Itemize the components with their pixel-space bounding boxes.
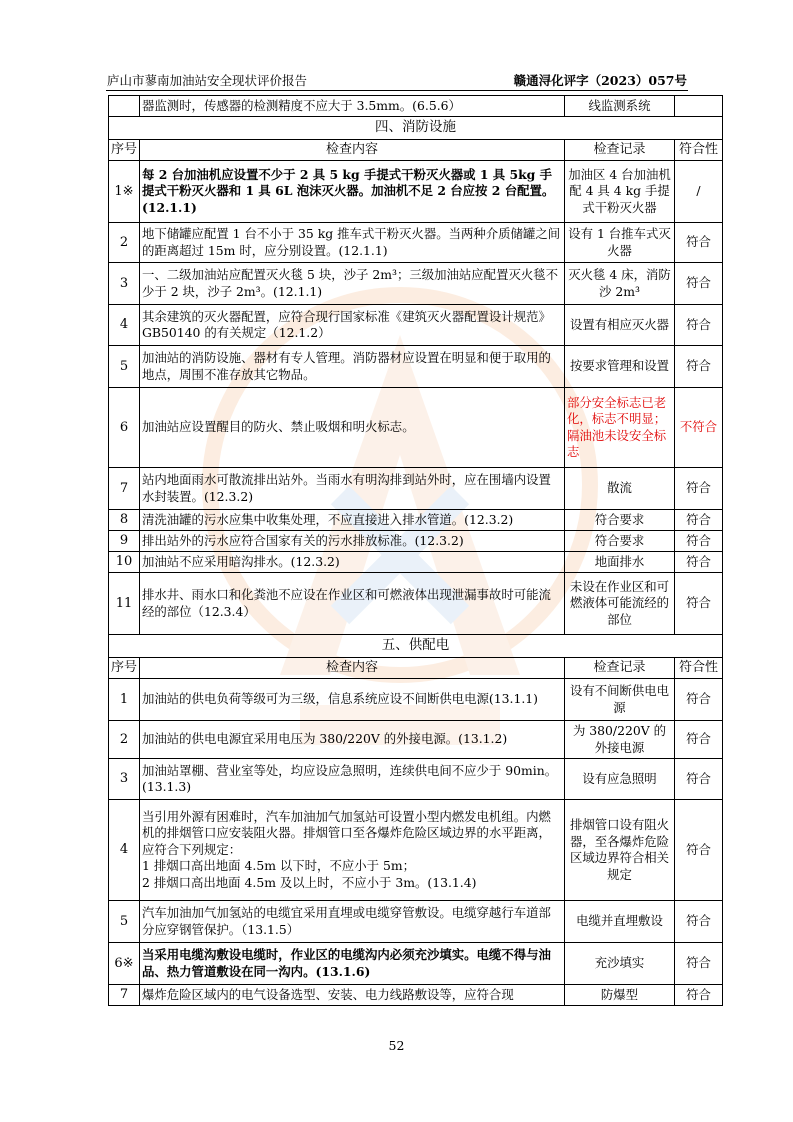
table-cell-record: 灭火毯 4 床，消防沙 2m³	[565, 263, 675, 305]
table-cell-result: 符合	[675, 552, 723, 573]
continued-row	[109, 96, 723, 117]
table-cell-result: 符合	[675, 305, 723, 346]
table-cell-content: 加油站应设置醒目的防火、禁止吸烟和明火标志。	[140, 388, 565, 468]
table-cell-no: 2	[109, 721, 140, 759]
table-cell-content: 一、二级加油站应配置灭火毯 5 块，沙子 2m³；三级加油站应配置灭火毯不少于 2 块，沙子 2m³。(12.1.1)	[140, 263, 565, 305]
table-cell-no: 4	[109, 305, 140, 346]
column-header-result: 符合性	[675, 658, 723, 679]
table-cell-record: 设有 1 台推车式灭火器	[565, 223, 675, 263]
table-cell-result: 符合	[675, 943, 723, 985]
table-cell-no: 10	[109, 552, 140, 573]
table-cell-content: 当引用外源有困难时，汽车加油加气加氢站可设置小型内燃发电机组。内燃机的排烟管口应安装阻火器。排烟管口至各爆炸危险区域边界的水平距离，应符合下列规定： 1 排烟口高出地面 4.5m 以下时，不应小于 5m； 2 排烟口高出地面 4.5m 及以上时，不应小于 3m。(13.1.4)	[140, 800, 565, 901]
table-row	[109, 901, 723, 943]
table-cell-content: 站内地面雨水可散流排出站外。当雨水有明沟排到站外时，应在围墙内设置水封装置。(12.3.2)	[140, 468, 565, 510]
table-cell-result: /	[675, 161, 723, 223]
table-cell-result: 符合	[675, 679, 723, 721]
table-cell-no: 6※	[109, 943, 140, 985]
table-cell-record: 线监测系统	[565, 96, 675, 117]
table-cell-result: 符合	[675, 263, 723, 305]
table-cell-record: 为 380/220V 的外接电源	[565, 721, 675, 759]
table-cell-no: 3	[109, 263, 140, 305]
table-cell-content: 每 2 台加油机应设置不少于 2 具 5 kg 手提式干粉灭火器或 1 具 5kg 手提式干粉灭火器和 1 具 6L 泡沫灭火器。加油机不足 2 台应按 2 台配置。(12.1.1)	[140, 161, 565, 223]
table-cell-content: 清洗油罐的污水应集中收集处理，不应直接进入排水管道。(12.3.2)	[140, 510, 565, 531]
header-report-number: 赣通浔化评字（2023）057号	[513, 73, 687, 88]
section-row-fire	[109, 117, 723, 140]
table-cell-result: 符合	[675, 901, 723, 943]
column-header-no: 序号	[109, 140, 140, 161]
table-cell-result: 符合	[675, 573, 723, 635]
table-row	[109, 263, 723, 305]
table-cell-no: 9	[109, 531, 140, 552]
table-cell-content: 器监测时，传感器的检测精度不应大于 3.5mm。(6.5.6）	[140, 96, 565, 117]
table-cell-content: 其余建筑的灭火器配置，应符合现行国家标准《建筑灭火器配置设计规范》GB50140 的有关规定（12.1.2）	[140, 305, 565, 346]
table-cell-record: 加油区 4 台加油机配 4 具 4 kg 手提式干粉灭火器	[565, 161, 675, 223]
table-cell-result: 符合	[675, 223, 723, 263]
table-cell-result: 符合	[675, 468, 723, 510]
table-row	[109, 161, 723, 223]
table-cell-content: 排出站外的污水应符合国家有关的污水排放标准。(12.3.2)	[140, 531, 565, 552]
table-cell-record: 未设在作业区和可燃液体可能流经的部位	[565, 573, 675, 635]
header-report-title: 庐山市蓼南加油站安全现状评价报告	[107, 73, 308, 88]
table-cell-record: 散流	[565, 468, 675, 510]
table-cell-no: 5	[109, 901, 140, 943]
table-cell-result: 符合	[675, 510, 723, 531]
table-cell-result: 符合	[675, 800, 723, 901]
table-cell-content: 排水井、雨水口和化粪池不应设在作业区和可燃液体出现泄漏事故时可能流经的部位（12.3.4）	[140, 573, 565, 635]
table-cell-content: 加油站的供电电源宜采用电压为 380/220V 的外接电源。(13.1.2)	[140, 721, 565, 759]
column-header-result: 符合性	[675, 140, 723, 161]
section-row-power	[109, 635, 723, 658]
table-row	[109, 800, 723, 901]
section-title-fire: 四、消防设施	[109, 117, 723, 140]
table-header-row	[109, 140, 723, 161]
column-header-content: 检查内容	[140, 140, 565, 161]
table-row	[109, 346, 723, 388]
table-cell-no: 2	[109, 223, 140, 263]
table-cell-no: 5	[109, 346, 140, 388]
table-cell-content: 当采用电缆沟敷设电缆时，作业区的电缆沟内必须充沙填实。电缆不得与油品、热力管道敷设在同一沟内。(13.1.6)	[140, 943, 565, 985]
table-cell-result: 不符合	[675, 388, 723, 468]
table-cell-content: 汽车加油加气加氢站的电缆宜采用直埋或电缆穿管敷设。电缆穿越行车道部分应穿钢管保护。（13.1.5）	[140, 901, 565, 943]
inspection-table	[108, 95, 723, 1006]
column-header-no: 序号	[109, 658, 140, 679]
table-cell-record: 电缆并直埋敷设	[565, 901, 675, 943]
table-cell-record: 符合要求	[565, 531, 675, 552]
table-cell-result: 符合	[675, 531, 723, 552]
table-row	[109, 510, 723, 531]
table-cell-content: 地下储罐应配置 1 台不小于 35 kg 推车式干粉灭火器。当两种介质储罐之间的距离超过 15m 时，应分别设置。(12.1.1)	[140, 223, 565, 263]
table-cell-no	[109, 96, 140, 117]
table-cell-no: 4	[109, 800, 140, 901]
table-cell-result	[675, 96, 723, 117]
table-cell-result: 符合	[675, 346, 723, 388]
section-title-power: 五、供配电	[109, 635, 723, 658]
table-cell-record: 设有不间断供电电源	[565, 679, 675, 721]
table-cell-record: 按要求管理和设置	[565, 346, 675, 388]
table-cell-record: 符合要求	[565, 510, 675, 531]
table-row	[109, 573, 723, 635]
header-rule	[106, 90, 688, 91]
table-row	[109, 679, 723, 721]
table-cell-record: 排烟管口设有阻火器，至各爆炸危险区域边界符合相关规定	[565, 800, 675, 901]
table-row	[109, 759, 723, 800]
column-header-content: 检查内容	[140, 658, 565, 679]
table-cell-content: 加油站不应采用暗沟排水。(12.3.2)	[140, 552, 565, 573]
table-cell-result: 符合	[675, 985, 723, 1006]
table-cell-content: 加油站罩棚、营业室等处，均应设应急照明，连续供电间不应少于 90min。(13.1.3)	[140, 759, 565, 800]
table-row	[109, 985, 723, 1006]
page-number: 52	[388, 1038, 405, 1053]
table-cell-no: 3	[109, 759, 140, 800]
inspection-table-body	[109, 96, 723, 1006]
table-cell-no: 7	[109, 985, 140, 1006]
table-cell-result: 符合	[675, 759, 723, 800]
table-row	[109, 552, 723, 573]
table-cell-content: 爆炸危险区域内的电气设备选型、安装、电力线路敷设等，应符合现	[140, 985, 565, 1006]
table-cell-content: 加油站的供电负荷等级可为三级，信息系统应设不间断供电电源(13.1.1)	[140, 679, 565, 721]
table-cell-result: 符合	[675, 721, 723, 759]
table-cell-no: 11	[109, 573, 140, 635]
table-cell-record: 充沙填实	[565, 943, 675, 985]
table-row	[109, 943, 723, 985]
table-cell-no: 7	[109, 468, 140, 510]
table-row	[109, 721, 723, 759]
table-cell-no: 6	[109, 388, 140, 468]
table-cell-record: 设置有相应灭火器	[565, 305, 675, 346]
table-row	[109, 468, 723, 510]
column-header-record: 检查记录	[565, 658, 675, 679]
table-cell-record: 防爆型	[565, 985, 675, 1006]
table-row	[109, 305, 723, 346]
table-cell-record: 部分安全标志已老化，标志不明显；隔油池未设安全标志	[565, 388, 675, 468]
table-header-row	[109, 658, 723, 679]
table-row	[109, 223, 723, 263]
table-cell-no: 1	[109, 679, 140, 721]
column-header-record: 检查记录	[565, 140, 675, 161]
table-cell-content: 加油站的消防设施、器材有专人管理。消防器材应设置在明显和便于取用的地点，周围不准存放其它物品。	[140, 346, 565, 388]
table-row	[109, 388, 723, 468]
table-row	[109, 531, 723, 552]
table-cell-record: 地面排水	[565, 552, 675, 573]
table-cell-record: 设有应急照明	[565, 759, 675, 800]
table-cell-no: 1※	[109, 161, 140, 223]
table-cell-no: 8	[109, 510, 140, 531]
